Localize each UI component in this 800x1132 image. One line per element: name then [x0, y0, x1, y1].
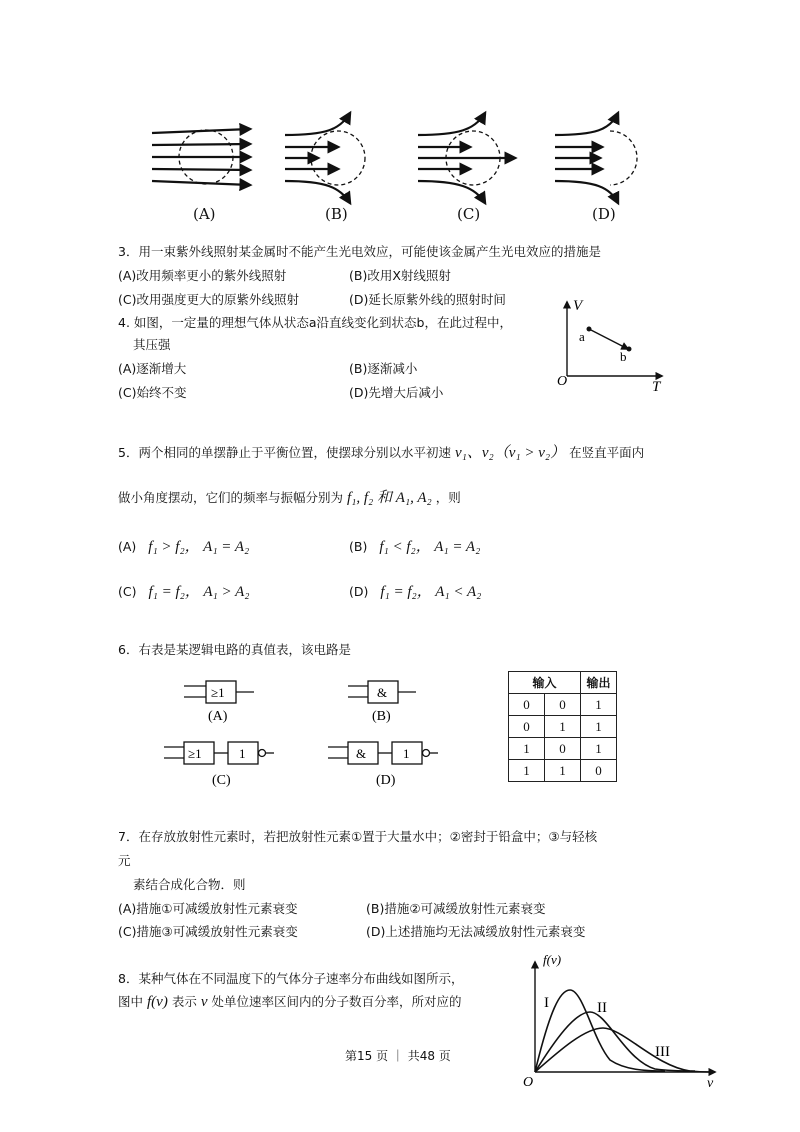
table-cell: 0 [509, 694, 545, 716]
gate-label-a: (A) [208, 709, 228, 724]
truth-table-header-input: 输入 [509, 672, 581, 694]
q5-option-d-expr: f₁ = f₂， A₁ < A₂ [380, 584, 482, 600]
vt-graph [552, 292, 672, 392]
diagram-c [418, 113, 515, 203]
q5-line2-math: f₁, f₂ 和 A₁, A₂ [347, 490, 432, 506]
q5-option-c-expr: f₁ = f₂， A₁ > A₂ [148, 584, 250, 600]
q5-stem-a: 5．两个相同的单摆静止于平衡位置，使摆球分别以水平初速 [118, 445, 451, 460]
q8-line2-c: 处单位速率区间内的分子数百分率，所对应的 [211, 994, 462, 1009]
q5-option-b [349, 535, 480, 556]
page-footer: 第15 页 ｜ 共48 页 [345, 1049, 451, 1063]
table-cell: 1 [545, 716, 581, 738]
q5-option-b-label: (B) [349, 539, 368, 554]
gate-label-b: (B) [372, 709, 391, 724]
q4-option-d: (D)先增大后减小 [349, 385, 444, 400]
gate-b-symbol: & [377, 685, 388, 700]
q7-stem-line2: 元 [118, 853, 131, 868]
table-row [509, 694, 617, 716]
gate-label-c: (C) [212, 773, 231, 788]
gate-d-not-symbol: 1 [403, 746, 410, 761]
q8-line2-b: 表示 [171, 994, 197, 1009]
q5-option-c-label: (C) [118, 584, 137, 599]
graph-y-axis: f(v) [543, 952, 562, 967]
q5-option-a [118, 535, 249, 556]
q4-option-b: (B)逐渐减小 [349, 361, 418, 376]
table-cell: 0 [509, 716, 545, 738]
table-row [509, 738, 617, 760]
logic-gates-figure [150, 676, 450, 788]
q7-option-a: (A)措施①可减缓放射性元素衰变 [118, 901, 298, 916]
gate-a-symbol: ≥1 [211, 685, 225, 700]
field-lines-figure [140, 105, 660, 230]
q3-stem: 3．用一束紫外线照射某金属时不能产生光电效应，可能使该金属产生光电效应的措施是 [118, 244, 601, 259]
q4-stem-line2: 其压强 [133, 337, 171, 352]
q7-option-c: (C)措施③可减缓放射性元素衰变 [118, 924, 298, 939]
q4-option-c: (C)始终不变 [118, 385, 187, 400]
gate-c-not-symbol: 1 [239, 746, 246, 761]
speed-distribution-graph [515, 950, 725, 1090]
q5-option-a-label: (A) [118, 539, 137, 554]
table-cell: 1 [581, 738, 617, 760]
q5-line2-b: ，则 [435, 490, 461, 505]
table-cell: 1 [581, 694, 617, 716]
truth-table [508, 671, 617, 782]
diagram-d [555, 113, 637, 203]
q7-option-d: (D)上述措施均无法减缓放射性元素衰变 [366, 924, 586, 939]
graph-x-axis: v [707, 1076, 714, 1090]
q8-stem-line1: 8．某种气体在不同温度下的气体分子速率分布曲线如图所示， [118, 971, 464, 986]
vt-point-b: b [620, 349, 627, 364]
q7-option-b: (B)措施②可减缓放射性元素衰变 [366, 901, 546, 916]
q7-stem-line1: 7．在存放放射性元素时，若把放射性元素①置于大量水中；②密封于铅盒中；③与轻核 [118, 829, 598, 844]
q5-stem-line2 [118, 486, 461, 507]
q5-option-d-label: (D) [349, 584, 369, 599]
q4-option-a: (A)逐渐增大 [118, 361, 187, 376]
q7-stem-line3: 素结合成化合物．则 [133, 877, 246, 892]
diagram-b [285, 113, 365, 203]
q5-stem-velocities: v₁、v₂（v₁ > v₂） [454, 445, 566, 461]
table-cell: 0 [581, 760, 617, 782]
q3-option-b: (B)改用X射线照射 [349, 268, 451, 283]
q8-line2-a: 图中 [118, 994, 144, 1009]
q5-option-c [118, 580, 249, 601]
q8-stem-line2 [118, 992, 461, 1011]
diagram-label-c: (C) [457, 205, 481, 223]
q4-stem-line1: 4. 如图，一定量的理想气体从状态a沿直线变化到状态b，在此过程中， [118, 315, 512, 330]
q6-stem: 6．右表是某逻辑电路的真值表，该电路是 [118, 642, 351, 657]
table-cell: 1 [509, 760, 545, 782]
table-cell: 0 [545, 738, 581, 760]
diagram-a [152, 129, 250, 185]
table-row [509, 716, 617, 738]
q5-stem-b: 在竖直平面内 [569, 445, 645, 460]
gate-d-and-symbol: & [356, 746, 367, 761]
vt-y-axis: V [573, 298, 583, 314]
curve-label-3: III [655, 1044, 670, 1060]
curve-label-1: I [544, 995, 549, 1011]
q5-option-b-expr: f₁ < f₂， A₁ = A₂ [379, 539, 481, 555]
table-cell: 1 [509, 738, 545, 760]
q5-option-a-expr: f₁ > f₂， A₁ = A₂ [148, 539, 250, 555]
q3-option-c: (C)改用强度更大的原紫外线照射 [118, 292, 299, 307]
curve-label-2: II [597, 1000, 607, 1016]
vt-point-a: a [579, 329, 585, 344]
q3-option-a: (A)改用频率更小的紫外线照射 [118, 268, 287, 283]
table-row [509, 760, 617, 782]
diagram-label-d: (D) [592, 205, 616, 223]
diagram-label-b: (B) [325, 205, 348, 223]
table-cell: 1 [581, 716, 617, 738]
q5-stem-line1 [118, 441, 644, 462]
q8-line2-v: v [200, 994, 208, 1010]
table-cell: 1 [545, 760, 581, 782]
gate-label-d: (D) [376, 773, 396, 788]
vt-origin: O [557, 374, 568, 389]
q8-line2-f: f(v) [147, 994, 168, 1010]
q5-line2-a: 做小角度摆动，它们的频率与振幅分别为 [118, 490, 344, 505]
truth-table-header-output: 输出 [581, 672, 617, 694]
vt-x-axis: T [652, 379, 661, 392]
diagram-label-a: (A) [193, 205, 216, 223]
table-cell: 0 [545, 694, 581, 716]
graph-origin: O [523, 1075, 534, 1090]
q5-option-d [349, 580, 481, 601]
gate-c-or-symbol: ≥1 [188, 746, 202, 761]
q3-option-d: (D)延长原紫外线的照射时间 [349, 292, 506, 307]
